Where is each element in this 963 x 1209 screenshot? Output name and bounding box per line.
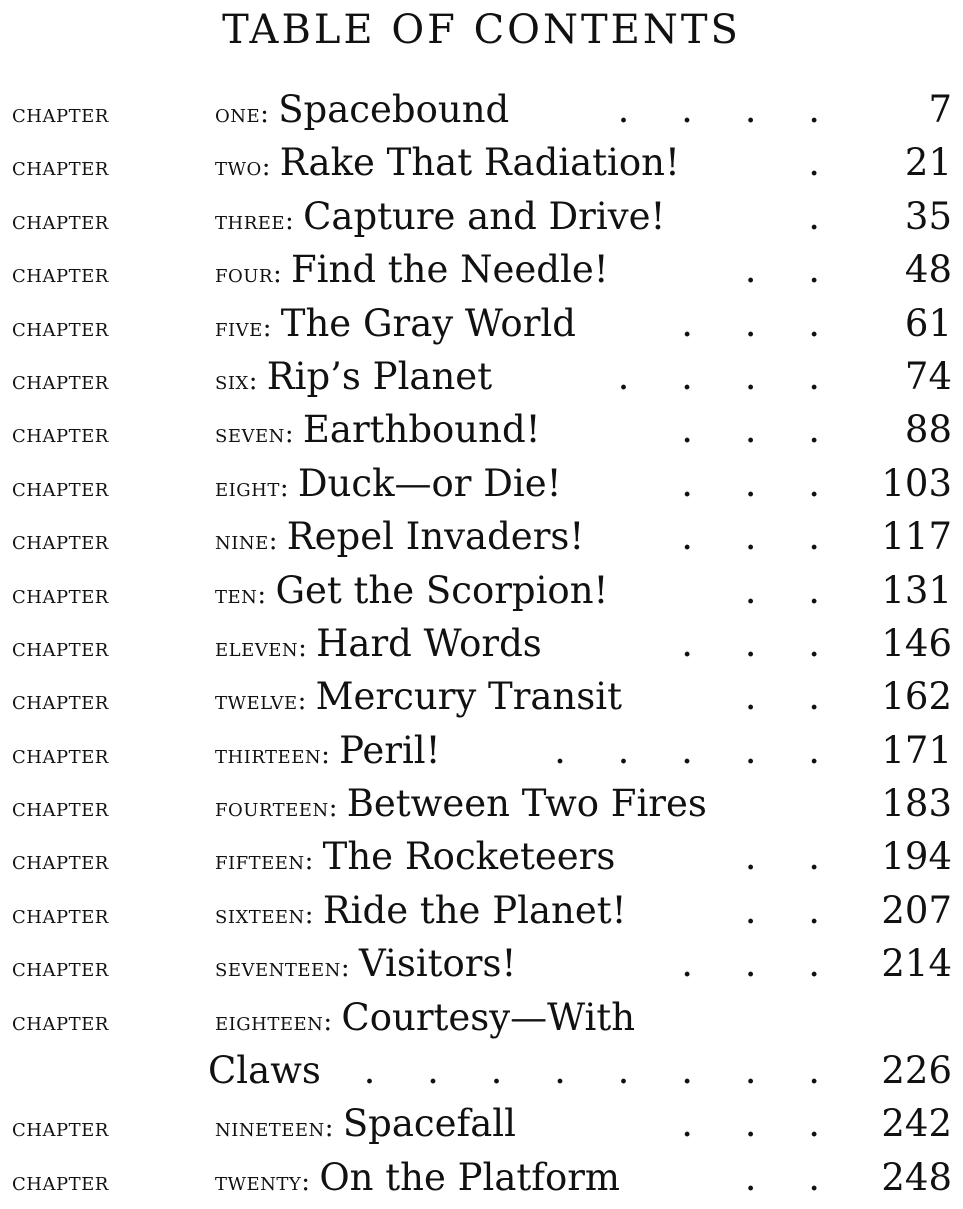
colon-separator: : [340, 953, 359, 984]
toc-entry-continuation [12, 1044, 952, 1097]
chapter-title: Repel Invaders! [286, 515, 585, 559]
entry-heading [12, 136, 680, 194]
toc-line [12, 136, 952, 189]
entry-heading [12, 83, 509, 141]
chapter-number: eleven [215, 632, 299, 663]
entry-heading [12, 297, 576, 355]
toc-entry [12, 617, 952, 670]
toc-line [12, 350, 952, 403]
dot-leaders: . . . . . . . . [363, 1049, 840, 1093]
chapter-number: nineteen [215, 1113, 325, 1144]
chapter-label: chapter [12, 472, 109, 503]
page-number: 248 [881, 1155, 952, 1199]
dot-leaders: . [808, 194, 840, 238]
chapter-title: Find the Needle! [291, 248, 609, 292]
chapter-label: chapter [12, 419, 109, 450]
page-number: 207 [881, 888, 952, 932]
toc-entry [12, 510, 952, 563]
dot-leaders: . . [744, 248, 840, 292]
toc-entry [12, 670, 952, 723]
toc-line [12, 297, 952, 350]
chapter-label: chapter [12, 846, 109, 877]
chapter-number: five [215, 312, 263, 343]
page-number: 194 [881, 835, 952, 879]
colon-separator: : [324, 1113, 343, 1144]
chapter-title: Mercury Transit [315, 675, 622, 719]
toc-line [12, 777, 952, 830]
colon-separator: : [268, 526, 287, 557]
chapter-number: nine [215, 526, 269, 557]
colon-separator: : [279, 472, 298, 503]
chapter-title: Ride the Planet! [322, 888, 627, 932]
chapter-number: two [215, 152, 262, 183]
dot-leaders: . . . . [617, 88, 840, 131]
toc-line [12, 457, 952, 510]
toc-entry [12, 243, 952, 296]
chapter-label: chapter [12, 632, 109, 663]
chapter-label: chapter [12, 739, 109, 770]
chapter-title: Between Two Fires [346, 782, 707, 826]
chapter-title: Earthbound! [302, 408, 541, 452]
toc-entry [12, 403, 952, 456]
page-number: 242 [881, 1102, 952, 1146]
dot-leaders: . . . [681, 1102, 840, 1146]
entry-heading [12, 190, 665, 248]
toc-entry [12, 190, 952, 243]
toc-line [12, 991, 952, 1044]
chapter-number: thirteen [215, 739, 322, 770]
chapter-title: Spacefall [342, 1102, 516, 1146]
toc-entry [12, 991, 952, 1044]
colon-separator: : [261, 152, 280, 183]
dot-leaders: . . [744, 835, 840, 879]
chapter-title: Rip’s Planet [266, 354, 493, 398]
dot-leaders: . . [744, 1155, 840, 1199]
page-number: 131 [881, 568, 952, 612]
entry-heading [12, 617, 542, 675]
chapter-title: Hard Words [316, 621, 542, 665]
chapter-title: The Gray World [280, 301, 576, 345]
chapter-label: chapter [12, 99, 109, 129]
dot-leaders: . . . [681, 515, 840, 559]
colon-separator: : [285, 205, 304, 236]
chapter-number: sixteen [215, 899, 305, 930]
colon-separator: : [257, 579, 276, 610]
toc-entry [12, 297, 952, 350]
entry-heading [12, 670, 622, 728]
chapter-label: chapter [12, 899, 109, 930]
chapter-number: fourteen [215, 793, 329, 824]
chapter-title: Capture and Drive! [303, 194, 666, 238]
toc-line [12, 243, 952, 296]
page-number: 117 [881, 515, 952, 559]
page-number: 61 [904, 301, 952, 345]
dot-leaders: . . . . . [554, 728, 840, 772]
page-number: 162 [881, 675, 952, 719]
toc-line [12, 190, 952, 243]
toc-entry [12, 777, 952, 830]
entry-heading [12, 564, 608, 622]
chapter-number: seventeen [215, 953, 341, 984]
chapter-title: Rake That Radiation! [279, 141, 680, 185]
page-number: 21 [904, 141, 952, 185]
page-number: 146 [881, 621, 952, 665]
dot-leaders: . . [744, 888, 840, 932]
toc-line [12, 884, 952, 937]
chapter-number: ten [215, 579, 258, 610]
chapter-number: twelve [215, 686, 298, 717]
page-number: 226 [881, 1049, 952, 1093]
chapter-label: chapter [12, 1166, 109, 1197]
colon-separator: : [284, 419, 303, 450]
entry-heading [12, 991, 635, 1049]
dot-leaders: . [808, 141, 840, 185]
toc-line [12, 1151, 952, 1204]
toc-line [12, 937, 952, 990]
toc-line [12, 1044, 952, 1097]
entry-heading [12, 403, 541, 461]
colon-separator: : [304, 899, 323, 930]
page-number: 88 [904, 408, 952, 452]
chapter-number: seven [215, 419, 285, 450]
entry-heading [12, 777, 707, 835]
entry-heading [12, 510, 584, 568]
chapter-label: chapter [12, 526, 109, 557]
chapter-number: one [215, 99, 261, 129]
dot-leaders: . . . . [617, 354, 840, 398]
page-number: 183 [881, 782, 952, 826]
page-number: 35 [904, 194, 952, 238]
toc-entry [12, 937, 952, 990]
chapter-label: chapter [12, 579, 109, 610]
chapter-number: six [215, 365, 249, 396]
colon-separator: : [298, 632, 317, 663]
page-number: 103 [881, 461, 952, 505]
toc-line [12, 830, 952, 883]
chapter-label: chapter [12, 205, 109, 236]
chapter-number: three [215, 205, 286, 236]
toc-entries [12, 83, 952, 1204]
toc-entry [12, 83, 952, 136]
toc-entry [12, 457, 952, 510]
chapter-title: Duck—or Die! [297, 461, 562, 505]
toc-entry [12, 1151, 952, 1204]
chapter-label: chapter [12, 259, 109, 290]
toc-line [12, 564, 952, 617]
table-of-contents [12, 83, 952, 1204]
toc-entry [12, 136, 952, 189]
entry-heading [12, 1097, 516, 1155]
colon-separator: : [304, 846, 323, 877]
chapter-number: eighteen [215, 1006, 324, 1037]
chapter-title: Spacebound [278, 88, 510, 131]
chapter-number: four [215, 259, 273, 290]
toc-line [12, 1097, 952, 1150]
chapter-title: Visitors! [358, 942, 517, 986]
colon-separator: : [323, 1006, 342, 1037]
chapter-title: The Rocketeers [322, 835, 616, 879]
page-title: TABLE OF CONTENTS [222, 7, 741, 53]
page-number: 74 [904, 354, 952, 398]
dot-leaders: . . . [681, 301, 840, 345]
entry-heading [12, 1151, 620, 1209]
dot-leaders: . . [744, 675, 840, 719]
page-number: 171 [881, 728, 952, 772]
colon-separator: : [301, 1166, 320, 1197]
colon-separator: : [272, 259, 291, 290]
chapter-label: chapter [12, 1006, 109, 1037]
toc-entry [12, 884, 952, 937]
colon-separator: : [262, 312, 281, 343]
chapter-title: Courtesy—With [341, 995, 636, 1039]
dot-leaders: . . . [681, 408, 840, 452]
entry-heading [12, 243, 609, 301]
entry-heading [12, 457, 562, 515]
chapter-title: Peril! [339, 728, 441, 772]
toc-line [12, 670, 952, 723]
dot-leaders: . . . [681, 621, 840, 665]
dot-leaders: . . [744, 568, 840, 612]
toc-line [12, 403, 952, 456]
colon-separator: : [248, 365, 267, 396]
entry-heading [12, 350, 492, 408]
page-number: 48 [904, 248, 952, 292]
toc-line [12, 617, 952, 670]
toc-line [12, 83, 952, 136]
chapter-number: twenty [215, 1166, 302, 1197]
chapter-label: chapter [12, 312, 109, 343]
chapter-label: chapter [12, 953, 109, 984]
colon-separator: : [260, 99, 279, 129]
colon-separator: : [328, 793, 347, 824]
toc-entry [12, 1097, 952, 1150]
entry-heading [12, 884, 626, 942]
page-number: 7 [928, 88, 952, 131]
entry-heading [12, 937, 516, 995]
dot-leaders: . . . [681, 942, 840, 986]
toc-entry [12, 564, 952, 617]
chapter-title: Get the Scorpion! [275, 568, 609, 612]
toc-entry [12, 724, 952, 777]
chapter-label: chapter [12, 793, 109, 824]
chapter-label: chapter [12, 365, 109, 396]
chapter-label: chapter [12, 152, 109, 183]
dot-leaders: . . . [681, 461, 840, 505]
entry-heading [12, 830, 615, 888]
toc-line [12, 510, 952, 563]
entry-heading [12, 724, 440, 782]
chapter-title: On the Platform [319, 1155, 621, 1199]
colon-separator: : [297, 686, 316, 717]
chapter-number: eight [215, 472, 280, 503]
chapter-label: chapter [12, 686, 109, 717]
toc-entry [12, 830, 952, 883]
chapter-title-continued: Claws [208, 1049, 321, 1093]
chapter-label: chapter [12, 1113, 109, 1144]
colon-separator: : [321, 739, 340, 770]
chapter-number: fifteen [215, 846, 305, 877]
toc-entry [12, 350, 952, 403]
toc-line [12, 724, 952, 777]
page-number: 214 [881, 942, 952, 986]
